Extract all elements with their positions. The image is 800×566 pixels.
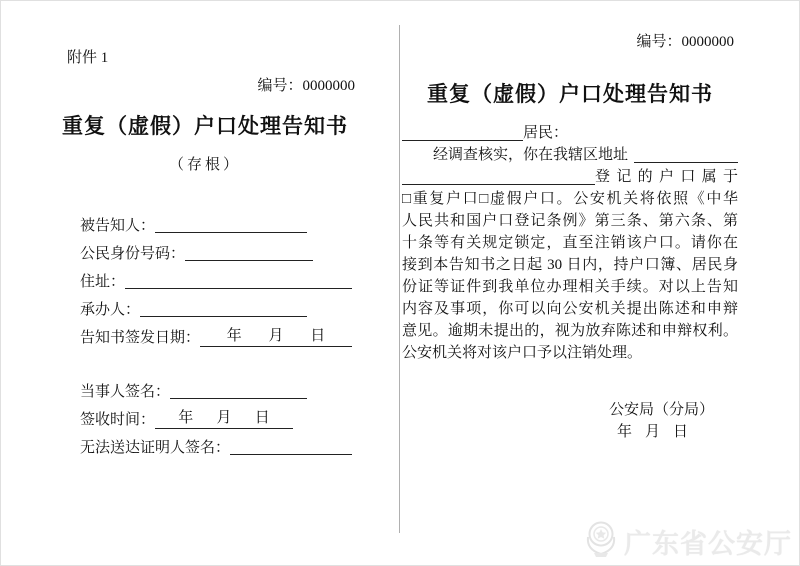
- salutation-line: [402, 122, 738, 144]
- field-row-handler: [80, 291, 307, 319]
- field-row-issue-date: [80, 319, 352, 347]
- stub-title: 重复（虚假）户口处理告知书: [62, 114, 348, 138]
- notice-body: [402, 122, 738, 364]
- notice-title: 重复（虚假）户口处理告知书: [427, 82, 713, 106]
- date-unit-day: 日: [310, 328, 326, 344]
- field-label: 被告知人：: [80, 218, 156, 234]
- date-unit-year: 年: [178, 410, 194, 426]
- watermark-text: 广东省公安厅: [624, 529, 792, 559]
- salutation-label: 居民：: [523, 125, 569, 141]
- date-blank-underline: [155, 409, 293, 429]
- field-label: 当事人签名：: [80, 384, 171, 400]
- field-label: 无法送达证明人签名：: [80, 440, 231, 456]
- field-label: 公民身份号码：: [80, 246, 186, 262]
- body-line: □重复户口□虚假户口。公安机关将依照《中华: [402, 191, 738, 207]
- address-blank-underline: [402, 183, 595, 185]
- field-row-notified-person: [80, 207, 307, 235]
- attachment-label: 附件 1: [67, 50, 109, 66]
- date-unit-month: 月: [216, 410, 232, 426]
- blank-underline: [155, 231, 307, 233]
- address-line: [402, 144, 738, 166]
- field-row-party-signature: [80, 373, 307, 401]
- field-label: 签收时间：: [80, 412, 156, 428]
- blank-underline: [185, 259, 313, 261]
- body-line: 接到本告知书之日起 30 日内，持户口簿、居民身: [402, 257, 738, 273]
- date-unit-month: 月: [268, 328, 284, 344]
- date-unit-month: 月: [644, 424, 660, 440]
- blank-underline: [230, 453, 352, 455]
- field-label: 住址：: [80, 274, 126, 290]
- registered-line-text: 登记的户口属于: [595, 169, 738, 185]
- signature-block: [402, 399, 738, 443]
- date-blank-underline: [200, 327, 352, 347]
- recipient-blank-underline: [402, 139, 523, 141]
- address-line-text: 经调查核实，你在我辖区地址: [433, 147, 629, 163]
- stub-fields: [80, 207, 355, 457]
- date-unit-year: 年: [226, 328, 242, 344]
- issuer-line: 公安局（分局）: [608, 402, 714, 418]
- body-line: 公安机关将对该户口予以注销处理。: [402, 345, 643, 361]
- stub-panel: [55, 0, 355, 566]
- field-label: 告知书签发日期：: [80, 330, 201, 346]
- stub-serial-number: 编号：0000000: [257, 78, 355, 94]
- body-line: 人民共和国户口登记条例》第三条、第六条、第: [402, 213, 738, 229]
- notice-serial-number: 编号：0000000: [636, 34, 734, 50]
- blank-underline: [140, 315, 307, 317]
- blank-underline: [125, 287, 352, 289]
- date-unit-day: 日: [672, 424, 688, 440]
- field-row-address: [80, 263, 352, 291]
- stub-subtitle: （存根）: [168, 157, 241, 173]
- date-unit-year: 年: [616, 424, 632, 440]
- body-line: 内容及事项，你可以向公安机关提出陈述和申辩: [402, 301, 738, 317]
- address-blank-underline: [634, 161, 738, 163]
- body-line: 十条等有关规定锁定，直至注销该户口。请你在: [402, 235, 738, 251]
- body-line: 份证等证件到我单位办理相关手续。对以上告知: [402, 279, 738, 295]
- registered-line: [402, 166, 738, 188]
- blank-underline: [170, 397, 307, 399]
- date-unit-day: 日: [254, 410, 270, 426]
- field-row-receipt-time: [80, 401, 293, 429]
- body-line: 意见。逾期未提出的，视为放弃陈述和申辩权利。: [402, 323, 738, 339]
- field-row-citizen-id: [80, 235, 313, 263]
- field-row-undeliverable-witness: [80, 429, 352, 457]
- notice-panel: [402, 0, 738, 566]
- field-group-gap: [80, 347, 355, 373]
- field-label: 承办人：: [80, 302, 141, 318]
- issue-date-line: [402, 421, 738, 443]
